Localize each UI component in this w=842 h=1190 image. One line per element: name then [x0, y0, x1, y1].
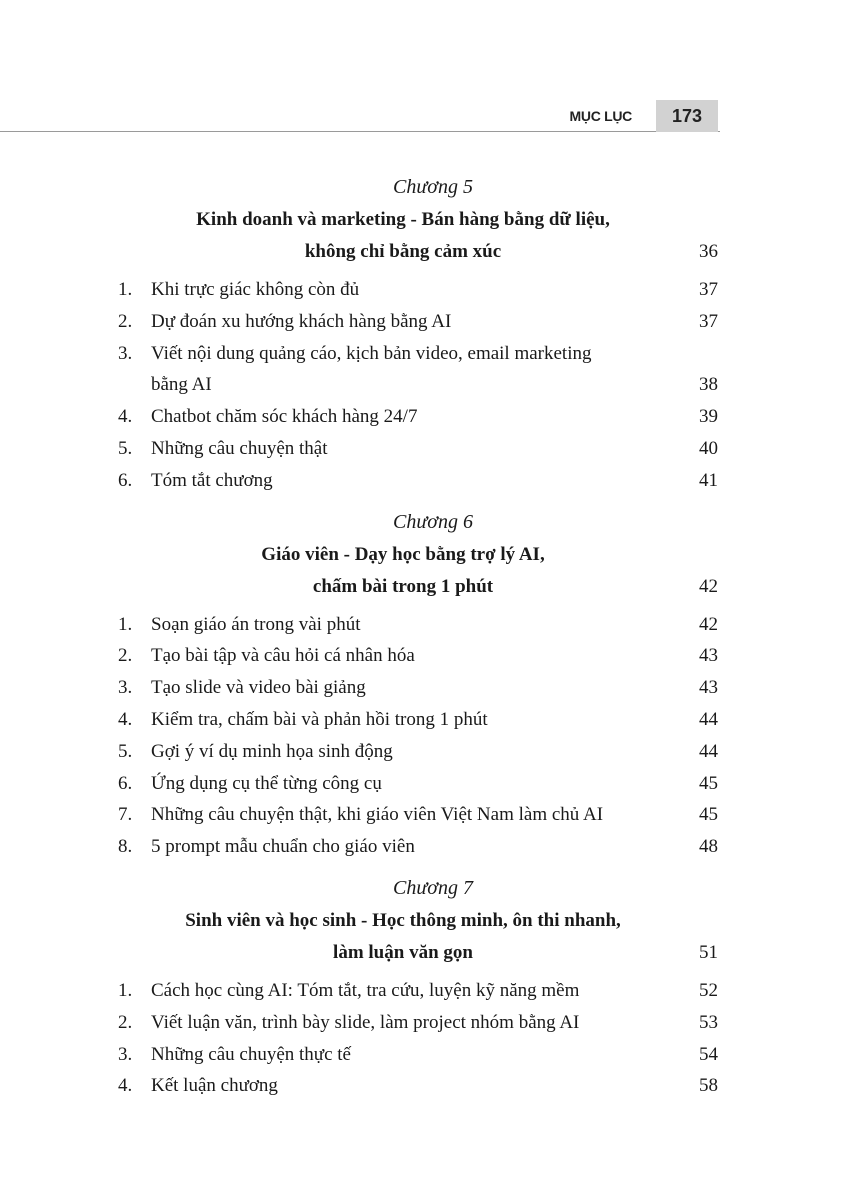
page-number: 173 [671, 105, 703, 126]
entry-page: 40 [699, 437, 718, 459]
entry-page: 37 [699, 279, 718, 300]
entry-page: 41 [699, 469, 718, 491]
entry-number: 3. [118, 677, 133, 699]
toc-entry[interactable] [118, 1070, 718, 1102]
entry-title: Khi trực giác không còn đủ [151, 279, 360, 300]
chapter-title-line [118, 204, 718, 236]
toc-entry[interactable] [118, 1039, 718, 1071]
entry-number: 2. [118, 645, 133, 667]
entry-list [118, 274, 718, 497]
entry-title: Viết nội dung quảng cáo, kịch bản video, email marketing bằng AI [151, 342, 592, 396]
entry-number: 2. [118, 1011, 133, 1033]
chapter-title: Sinh viên và học sinh - Học thông minh, ôn thi nhanh, [185, 909, 621, 931]
entry-number: 5. [118, 740, 133, 762]
entry-page: 43 [699, 645, 718, 667]
entry-page: 52 [699, 979, 718, 1001]
toc-entry[interactable] [118, 975, 718, 1007]
toc-entry[interactable] [118, 306, 718, 338]
entry-number: 4. [118, 708, 133, 730]
entry-number: 3. [118, 1043, 133, 1065]
entry-page: 54 [699, 1043, 718, 1065]
toc-entry[interactable] [118, 274, 718, 306]
entry-number: 4. [118, 1075, 133, 1097]
chapter-6 [118, 505, 718, 863]
entry-title: Gợi ý ví dụ minh họa sinh động [151, 740, 393, 762]
toc-entry[interactable] [118, 831, 718, 863]
toc-entry[interactable] [118, 704, 718, 736]
entry-number: 2. [118, 310, 133, 332]
chapter-subtitle: không chỉ bằng cảm xúc [304, 241, 502, 262]
chapter-label: Chương 6 [393, 510, 473, 533]
chapter-title-line [118, 236, 718, 268]
chapter-title-line [118, 539, 718, 571]
toc-entry[interactable] [118, 1007, 718, 1039]
entry-page: 38 [699, 374, 718, 396]
entry-list [118, 975, 718, 1102]
entry-title: Kết luận chương [151, 1075, 278, 1097]
entry-title: Kiểm tra, chấm bài và phản hồi trong 1 phút [151, 708, 488, 730]
chapter-title: Giáo viên - Dạy học bằng trợ lý AI, [261, 543, 545, 565]
entry-title: Soạn giáo án trong vài phút [151, 613, 361, 635]
toc-entry[interactable] [118, 672, 718, 704]
chapter-title-line [118, 571, 718, 603]
entry-list [118, 609, 718, 863]
entry-title: Tạo bài tập và câu hỏi cá nhân hóa [151, 645, 415, 667]
header-rule [0, 131, 720, 132]
entry-number: 1. [118, 979, 133, 1001]
entry-title: Dự đoán xu hướng khách hàng bằng AI [151, 310, 452, 332]
entry-title: Cách học cùng AI: Tóm tắt, tra cứu, luyện kỹ năng mềm [151, 979, 580, 1001]
entry-number: 6. [118, 469, 133, 491]
entry-title: Tóm tắt chương [151, 469, 273, 491]
chapter-page: 51 [699, 941, 718, 963]
entry-page: 53 [699, 1011, 718, 1033]
toc-entry[interactable] [118, 640, 718, 672]
entry-number: 8. [118, 836, 133, 858]
entry-number: 1. [118, 613, 133, 635]
entry-page: 48 [699, 836, 718, 858]
chapter-label: Chương 7 [393, 876, 473, 899]
entry-title: 5 prompt mẫu chuẩn cho giáo viên [151, 836, 415, 858]
entry-number: 1. [118, 279, 133, 300]
chapter-title-line [118, 905, 718, 937]
chapter-5 [118, 170, 718, 497]
chapter-subtitle: làm luận văn gọn [333, 941, 473, 963]
chapter-7 [118, 871, 718, 1102]
chapter-title-line [118, 937, 718, 969]
chapter-page: 42 [699, 575, 718, 597]
entry-page: 45 [699, 772, 718, 794]
entry-page: 44 [699, 708, 718, 730]
entry-number: 6. [118, 772, 133, 794]
table-of-contents [118, 170, 718, 1110]
entry-page: 58 [699, 1075, 718, 1097]
entry-number: 7. [118, 804, 133, 826]
entry-page: 44 [699, 740, 718, 762]
entry-title: Những câu chuyện thật [151, 437, 328, 459]
toc-entry[interactable] [118, 609, 718, 641]
running-title: MỤC LỤC [569, 108, 632, 124]
entry-page: 45 [699, 804, 718, 826]
entry-title: Viết luận văn, trình bày slide, làm project nhóm bằng AI [151, 1011, 580, 1033]
toc-entry[interactable] [118, 433, 718, 465]
toc-entry[interactable] [118, 799, 718, 831]
entry-page: 43 [699, 677, 718, 699]
toc-entry[interactable] [118, 338, 718, 402]
toc-entry[interactable] [118, 465, 718, 497]
entry-title: Chatbot chăm sóc khách hàng 24/7 [151, 406, 418, 428]
entry-page: 39 [699, 406, 718, 428]
entry-page: 42 [699, 613, 718, 635]
chapter-title: Kinh doanh và marketing - Bán hàng bằng dữ liệu, [196, 209, 610, 230]
toc-entry[interactable] [118, 736, 718, 768]
chapter-label: Chương 5 [393, 176, 473, 198]
toc-entry[interactable] [118, 768, 718, 800]
entry-title: Những câu chuyện thực tế [151, 1043, 351, 1065]
entry-page: 37 [699, 310, 718, 332]
entry-number: 4. [118, 406, 133, 428]
entry-title: Tạo slide và video bài giảng [151, 677, 366, 699]
chapter-subtitle: chấm bài trong 1 phút [312, 575, 494, 597]
entry-title: Những câu chuyện thật, khi giáo viên Việt Nam làm chủ AI [151, 804, 604, 826]
page-number-box [656, 100, 718, 132]
entry-number: 5. [118, 437, 133, 459]
entry-title: Ứng dụng cụ thể từng công cụ [151, 772, 382, 794]
entry-number: 3. [118, 342, 133, 364]
toc-entry[interactable] [118, 401, 718, 433]
chapter-page: 36 [699, 241, 718, 262]
